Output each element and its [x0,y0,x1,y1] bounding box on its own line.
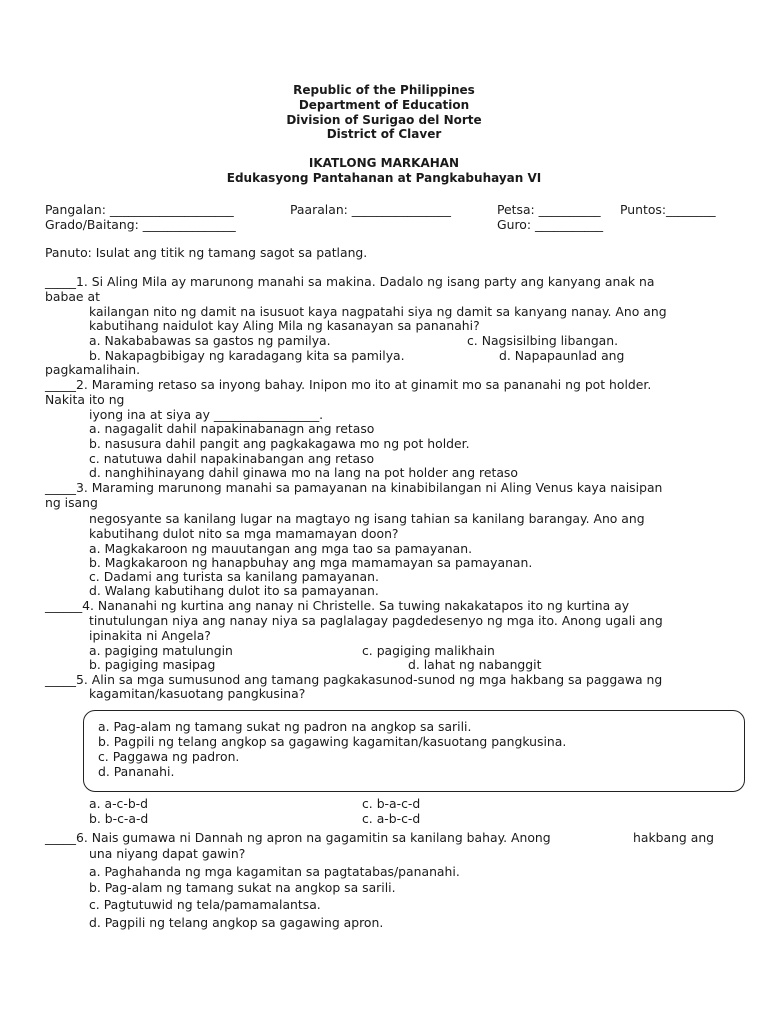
q1-choice-c: c. Nagsisilbing libangan. [467,333,619,348]
q2-choice-b: b. nasusura dahil pangit ang pagkakagawa mo ng pot holder. [89,436,470,451]
q3-line1: _____3. Maraming marunong manahi sa pamayanan na kinabibilangan ni Aling Venus kaya naisipan [45,480,663,495]
subject-title: Edukasyong Pantahanan at Pangkabuhayan VI [226,171,542,185]
q6-choice-c: c. Pagtutuwid ng tela/pamamalantsa. [89,897,321,912]
q3-choice-b: b. Magkakaroon ng hanapbuhay ang mga mamamayan sa pamayanan. [89,555,533,570]
q1-line1: _____1. Si Aling Mila ay marunong manahi sa makina. Dadalo ng isang party ang kanyang anak na [45,274,655,289]
q3-line2: ng isang [45,495,98,510]
q1-choice-d-cont: pagkamalihain. [45,362,141,377]
q6-line2: una niyang dapat gawin? [89,846,246,861]
header-division: Division of Surigao del Norte [286,113,482,127]
header-district: District of Claver [326,127,442,141]
q2-choice-a: a. nagagalit dahil napakinabanagn ang retaso [89,421,375,436]
score-field[interactable]: Puntos:________ [620,202,716,217]
q3-choice-a: a. Magkakaroon ng mauutangan ang mga tao sa pamayanan. [89,541,473,556]
q3-choice-d: d. Walang kabutihang dulot ito sa pamayanan. [89,583,379,598]
header-department: Department of Education [298,98,470,112]
q6-choice-b: b. Pag-alam ng tamang sukat na angkop sa sarili. [89,880,396,895]
grade-field[interactable]: Grado/Baitang: _______________ [45,217,236,232]
q1-choice-b: b. Nakapagbibigay ng karadagang kita sa pamilya. [89,348,405,363]
q5-choice-b: b. b-c-a-d [89,811,149,826]
date-field[interactable]: Petsa: __________ [497,202,601,217]
q4-choice-a: a. pagiging matulungin [89,643,233,658]
q3-line3: negosyante sa kanilang lugar na magtayo ng isang tahian sa kanilang barangay. Ano ang [89,511,645,526]
q5-step-c: c. Paggawa ng padron. [98,749,240,764]
q6-line1-end: hakbang ang [633,830,715,845]
q5-step-d: d. Pananahi. [98,764,175,779]
q4-line1: ______4. Nananahi ng kurtina ang nanay ni Christelle. Sa tuwing nakakatapos ito ng kurtina ay [45,598,630,613]
q5-line1: _____5. Alin sa mga sumusunod ang tamang pagkakasunod-sunod ng mga hakbang sa paggawa ng [45,672,663,687]
header-republic: Republic of the Philippines [293,83,475,97]
q1-line4: kabutihang naidulot kay Aling Mila ng kasanayan sa pananahi? [89,318,480,333]
q2-line1: _____2. Maraming retaso sa inyong bahay. Inipon mo ito at ginamit mo sa pananahi ng pot holder. [45,377,652,392]
q5-choice-a: a. a-c-b-d [89,796,149,811]
q6-line1: _____6. Nais gumawa ni Dannah ng apron na gagamitin sa kanilang bahay. Anong [45,830,551,845]
q1-line3: kailangan nito ng damit na isusuot kaya nagpatahi siya ng damit sa kanyang nanay. Ano ang [89,304,667,319]
name-field[interactable]: Pangalan: ____________________ [45,202,234,217]
q5-line2: kagamitan/kasuotang pangkusina? [89,686,306,701]
q6-choice-d: d. Pagpili ng telang angkop sa gagawing apron. [89,915,384,930]
q2-choice-c: c. natutuwa dahil napakinabangan ang retaso [89,451,375,466]
q4-line3: ipinakita ni Angela? [89,628,211,643]
q4-line2: tinutulungan niya ang nanay niya sa paglalagay pagdedesenyo ng mga ito. Anong ugali ang [89,613,663,628]
q6-choice-a: a. Paghahanda ng mga kagamitan sa pagtatabas/pananahi. [89,864,460,879]
teacher-field[interactable]: Guro: ___________ [497,217,604,232]
q2-line3: iyong ina at siya ay _________________. [89,407,324,422]
q4-choice-c: c. pagiging malikhain [362,643,495,658]
school-field[interactable]: Paaralan: ________________ [290,202,451,217]
q5-step-a: a. Pag-alam ng tamang sukat ng padron na angkop sa sarili. [98,719,472,734]
q5-choice-d: c. a-b-c-d [362,811,421,826]
quarter-title: IKATLONG MARKAHAN [308,156,460,170]
q1-line2: babae at [45,289,100,304]
q4-choice-d: d. lahat ng nabanggit [408,657,542,672]
q2-line2: Nakita ito ng [45,392,125,407]
q3-choice-c: c. Dadami ang turista sa kanilang pamayanan. [89,569,379,584]
q3-line4: kabutihang dulot nito sa mga mamamayan doon? [89,526,399,541]
q5-choice-c: c. b-a-c-d [362,796,421,811]
q4-choice-b: b. pagiging masipag [89,657,216,672]
instructions: Panuto: Isulat ang titik ng tamang sagot sa patlang. [45,245,368,260]
q2-choice-d: d. nanghihinayang dahil ginawa mo na lang na pot holder ang retaso [89,465,518,480]
q1-choice-d: d. Napapaunlad ang [499,348,625,363]
q1-choice-a: a. Nakababawas sa gastos ng pamilya. [89,333,331,348]
q5-step-b: b. Pagpili ng telang angkop sa gagawing kagamitan/kasuotang pangkusina. [98,734,567,749]
